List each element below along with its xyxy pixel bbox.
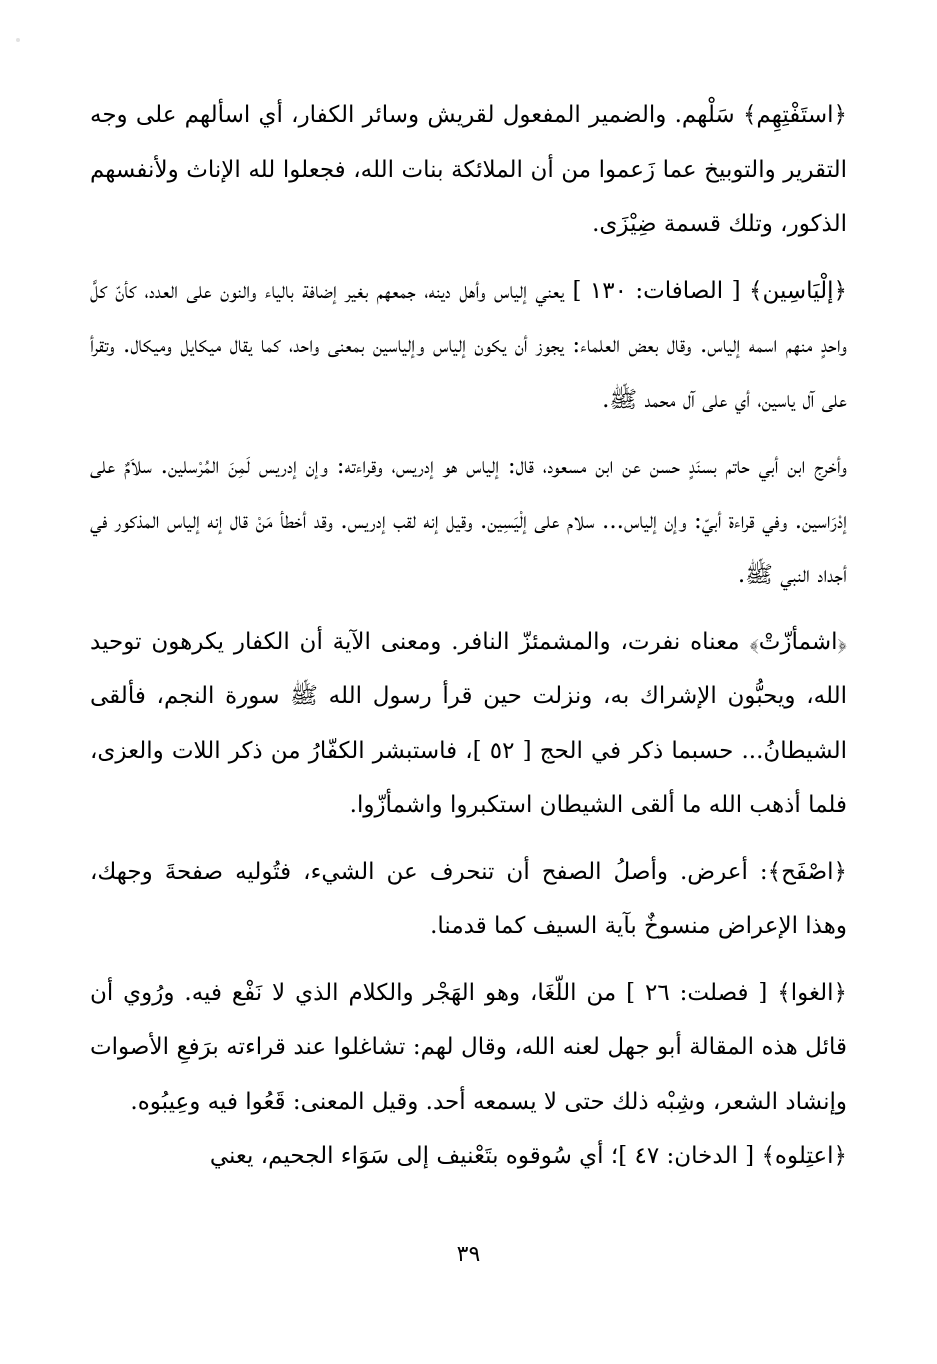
paragraph-ibn-abi-hatim: وأخرج ابن أبي حاتم بسنَدٍ حسن عن ابن مسعود، قال: إلياس هو إدريس، وقراءته: وإن إدريس لَمِنَ المُرْسلين. سلاَمٌ على إدْرَاسين. وفي قراءة أبيّ: وإن إلياس... سلام على إلْيَسِين. وقيل إنه لقب إدريس. وقد أخطأ مَنْ قال إنه إلياس المذكور في أجداد النبي ﷺ. (90, 453, 847, 588)
paragraph-istaftihim: ﴿استَفْتِهِم﴾ سَلْهم. والضمير المفعول لقريش وسائر الكفار، أي اسألهم على وجه التقرير والتوبيخ عما زَعموا من أن الملائكة بنات الله، فجعلوا لله الإناث ولأنفسهم الذكور، وتلك قسمة ضِيْزَى. (90, 102, 847, 237)
scan-speck (16, 38, 20, 42)
paragraph-isfah: ﴿اصْفَح﴾: أعرض. وأصلُ الصفح أن تنحرف عن الشيء، فتُوليه صفحةَ وجهك، وهذا الإعراض منسوخٌ بآية السيف كما قدمنا. (90, 858, 847, 939)
body-text (90, 88, 847, 1184)
page-number: ٣٩ (456, 1242, 481, 1267)
paragraph-ilyasin: ﴿إلْيَاسِين﴾ [ الصافات: ١٣٠ ] يعني إلياس وأهل دينه، جمعهم بغير إضافة بالياء والنون على العدد، كأنّ كلَّ واحدٍ منهم اسمه إلياس. وقال بعض العلماء: يجوز أن يكون إلياس وإلياسين بمعنى واحد، كما يقال ميكايل وميكال. وتقرأ على آل ياسين، أي على آل محمد ﷺ. (90, 277, 847, 413)
paragraph-ishmaazzat: ﴿اشمأزّتْ﴾ معناه نفرت، والمشمئزّ النافر. ومعنى الآية أن الكفار يكرهون توحيد الله، ويحبُّون الإشراك به، ونزلت حين قرأ رسول الله ﷺ سورة النجم، فألقى الشيطانُ... حسبما ذكر في الحج [ ٥٢ ]، فاستبشر الكفّارُ من ذكر اللات والعزى، فلما أذهب الله ما ألقى الشيطان استكبروا واشمأزّوا. (90, 628, 847, 818)
paragraph-itiluhu: ﴿اعتِلوه﴾ [ الدخان: ٤٧ ]؛ أي سُوقوه بتَعْنيف إلى سَوَاء الجحيم، يعني (209, 1143, 847, 1169)
paragraph-ilghaw: ﴿الغوا﴾ [ فصلت: ٢٦ ] من اللّغَا، وهو الهَجْر والكلام الذي لا نَفْع فيه. ورُوي أن قائل هذه المقالة أبو جهل لعنه الله، وقال لهم: تشاغلوا عند قراءته برَفعِ الأصوات وإنشاد الشعر، وشِبْه ذلك حتى لا يسمعه أحد. وقيل المعنى: قَعُوا فيه وعِيبُوه. (90, 979, 847, 1115)
